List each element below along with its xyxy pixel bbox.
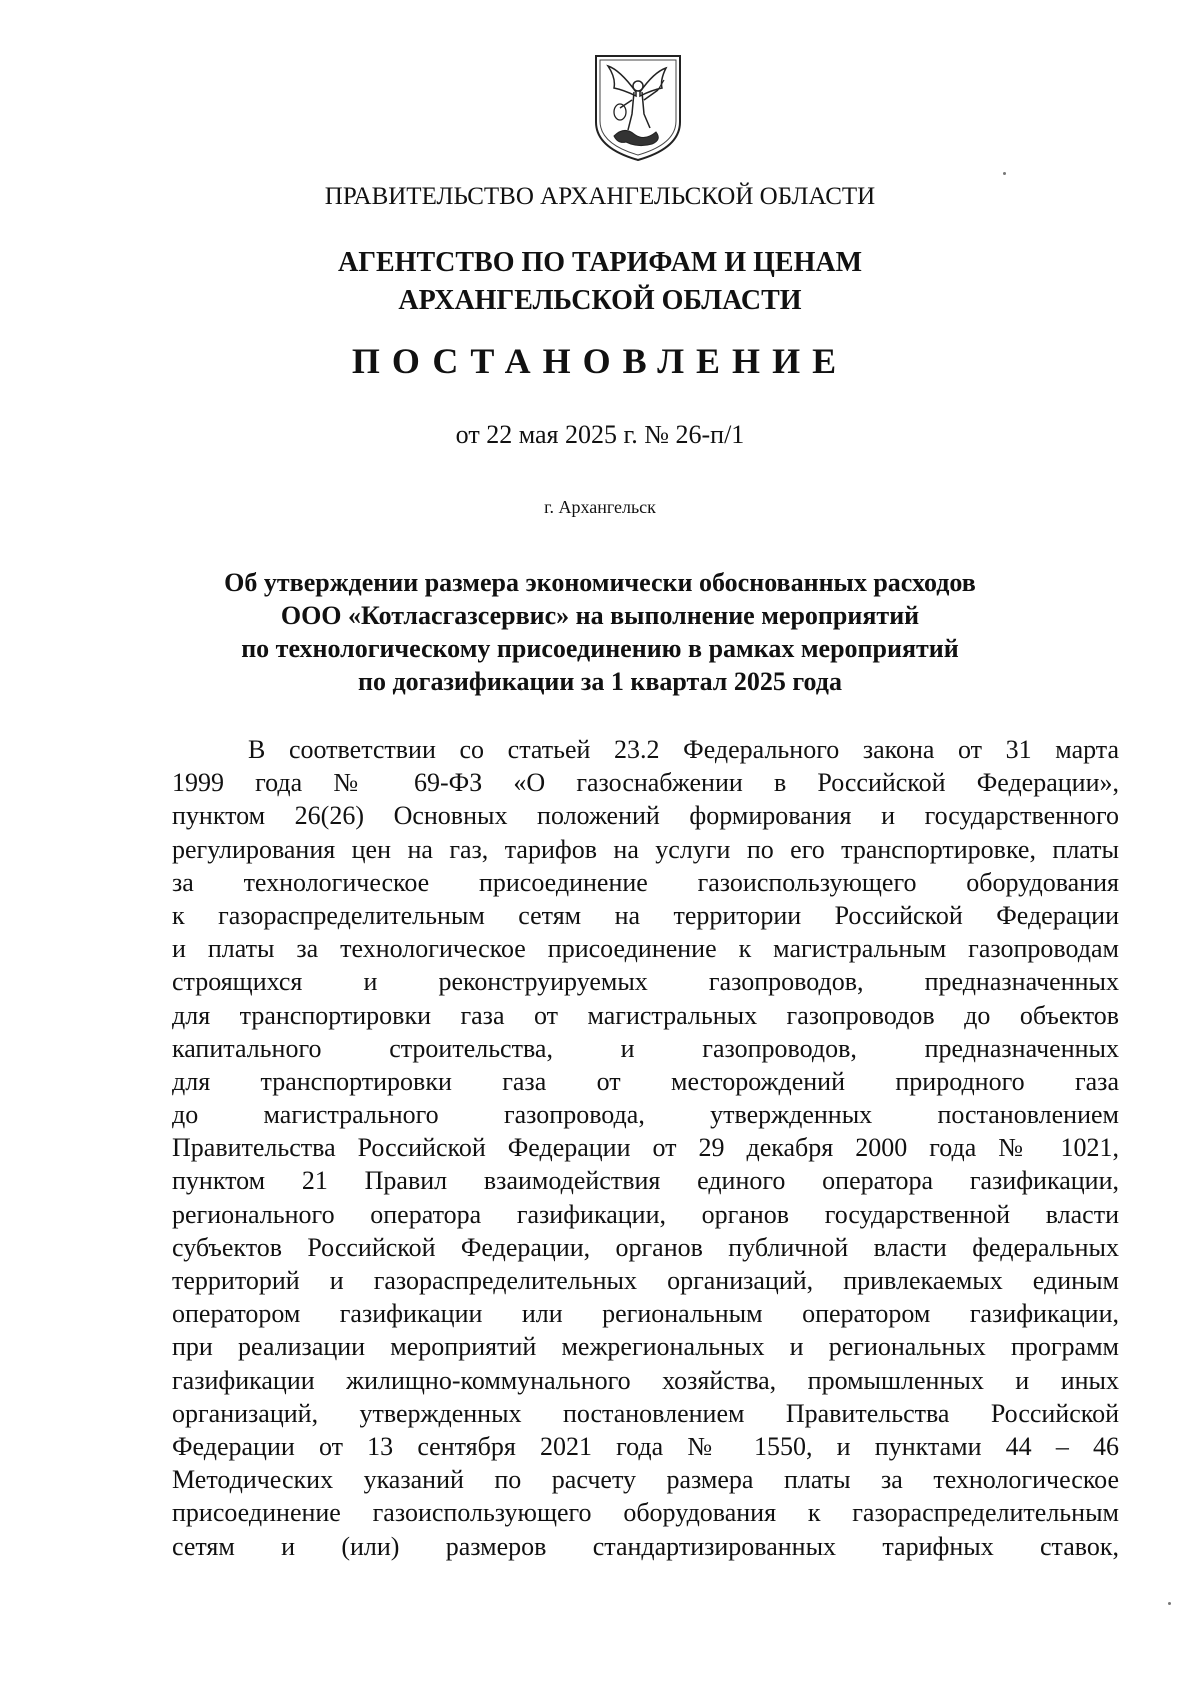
body-line: территорий и газораспределительных организаций, привлекаемых единым [172, 1266, 1119, 1295]
body-line: и платы за технологическое присоединение к магистральным газопроводам [172, 934, 1119, 964]
body-line: Правительства Российской Федерации от 29 декабря 2000 года № 1021, [172, 1133, 1119, 1163]
body-line: газификации жилищно-коммунального хозяйства, промышленных и иных [172, 1365, 1119, 1395]
document-title [0, 566, 1200, 698]
body-line: для транспортировки газа от месторождений природного газа [172, 1066, 1119, 1096]
scan-speck [1168, 1602, 1171, 1605]
agency-name [0, 244, 1200, 320]
title-line: ООО «Котласгазсервис» на выполнение мероприятий [280, 601, 920, 630]
body-line: организаций, утвержденных постановлением Правительства Российской [172, 1398, 1119, 1428]
body-line: субъектов Российской Федерации, органов публичной власти федеральных [172, 1232, 1119, 1262]
body-line: до магистрального газопровода, утвержденных постановлением [172, 1100, 1119, 1130]
body-line: при реализации мероприятий межрегиональных и региональных программ [172, 1332, 1119, 1362]
body-line: присоединение газоиспользующего оборудования к газораспределительным [172, 1498, 1119, 1528]
body-line: регулирования цен на газ, тарифов на услуги по его транспортировке, платы [172, 834, 1119, 864]
body-line: Методических указаний по расчету размера платы за технологическое [172, 1465, 1119, 1495]
body-paragraph [172, 733, 1119, 1563]
document-date-number: от 22 мая 2025 г. № 26-п/1 [455, 420, 745, 449]
body-line: для транспортировки газа от магистральных газопроводов до объектов [172, 1000, 1119, 1030]
body-line: регионального оператора газификации, органов государственной власти [172, 1199, 1119, 1229]
scan-speck [1003, 172, 1006, 175]
agency-name-line-1: АГЕНТСТВО ПО ТАРИФАМ И ЦЕНАМ [337, 247, 863, 278]
title-line: Об утверждении размера экономически обоснованных расходов [224, 568, 976, 597]
body-line: В соответствии со статьей 23.2 Федерального закона от 31 марта [248, 735, 1119, 764]
body-line: к газораспределительным сетям на территории Российской Федерации [172, 900, 1119, 930]
body-line: капитального строительства, и газопроводов, предназначенных [172, 1033, 1119, 1063]
document-type: ПОСТАНОВЛЕНИЕ [351, 341, 849, 381]
body-line: Федерации от 13 сентября 2021 года № 1550, и пунктами 44 – 46 [172, 1431, 1119, 1461]
archangel-coat-of-arms-icon [590, 52, 686, 164]
body-line: оператором газификации или региональным оператором газификации, [172, 1299, 1119, 1329]
agency-name-line-2: АРХАНГЕЛЬСКОЙ ОБЛАСТИ [398, 285, 802, 316]
body-line: сетям и (или) размеров стандартизированных тарифных ставок, [172, 1531, 1119, 1561]
government-name: ПРАВИТЕЛЬСТВО АРХАНГЕЛЬСКОЙ ОБЛАСТИ [324, 183, 876, 210]
body-line: пунктом 26(26) Основных положений формирования и государственного [172, 801, 1119, 831]
body-line: за технологическое присоединение газоиспользующего оборудования [172, 867, 1119, 897]
title-line: по технологическому присоединению в рамках мероприятий [241, 634, 959, 663]
body-line: строящихся и реконструируемых газопроводов, предназначенных [172, 967, 1119, 997]
title-line: по догазификации за 1 квартал 2025 года [358, 667, 842, 696]
body-line: 1999 года № 69-ФЗ «О газоснабжении в Российской Федерации», [172, 768, 1119, 798]
document-city: г. Архангельск [544, 497, 656, 517]
body-line: пунктом 21 Правил взаимодействия единого оператора газификации, [172, 1166, 1119, 1196]
